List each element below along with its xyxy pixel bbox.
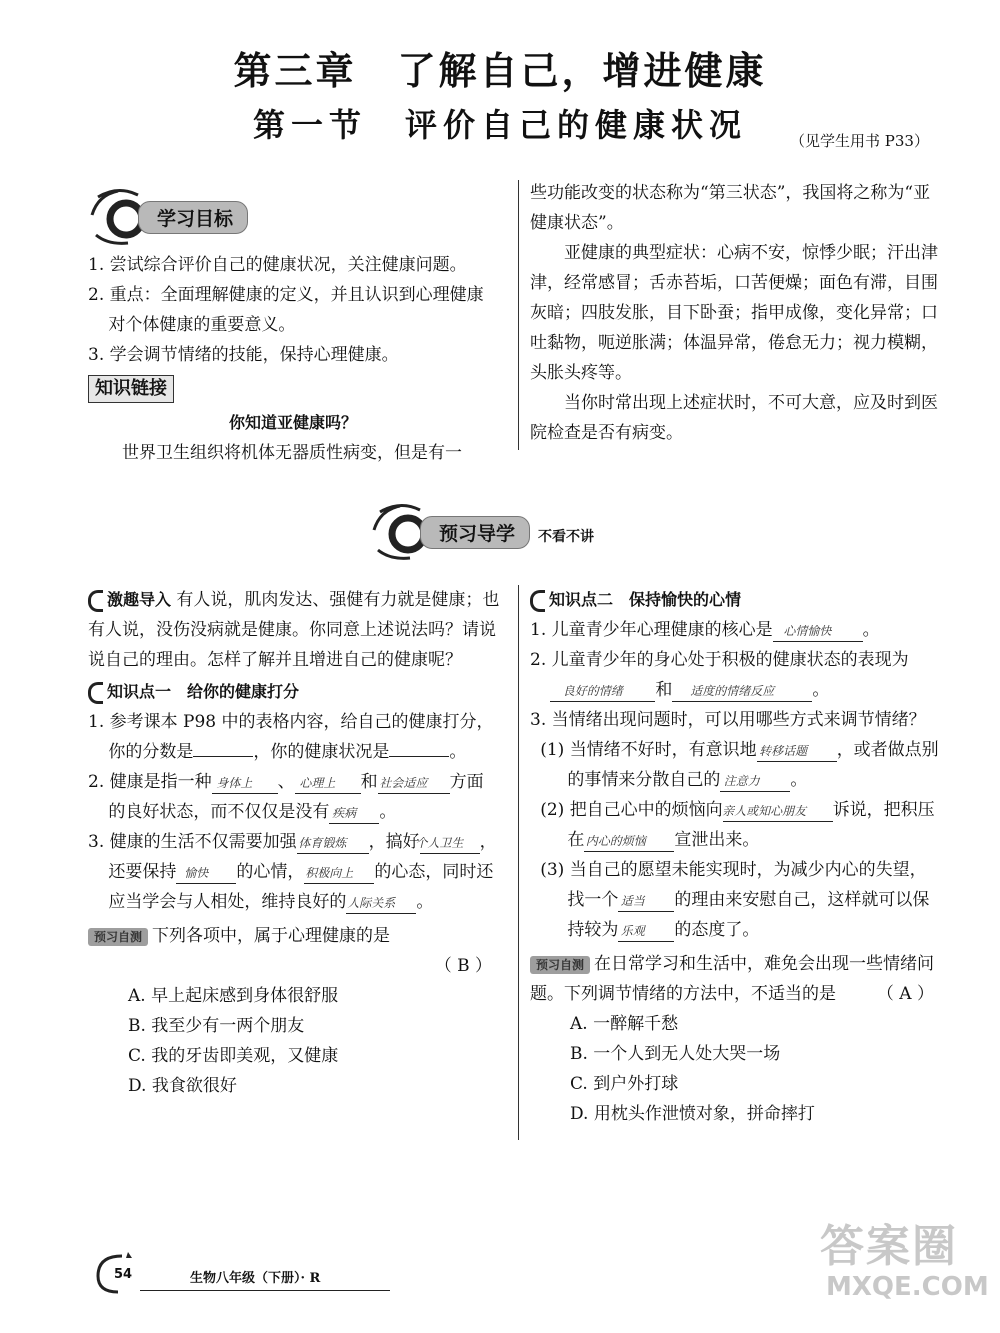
answer-blank[interactable]: 心理上 [295,773,361,794]
practice-answer-left: （ B ） [434,956,492,976]
objectives-banner [88,185,248,249]
answer-blank[interactable] [193,756,253,757]
objective-item: 1. 尝试综合评价自己的健康状况，关注健康问题。 [88,255,467,275]
page-number-badge [92,1250,142,1296]
knowledge-point-one: 知识点一 给你的健康打分 [88,677,500,707]
answer-blank[interactable]: 体育锻炼 [297,833,369,854]
option-item: D. 用枕头作泄愤对象，拼命摔打 [570,1104,815,1124]
watermark-url: MXQE.COM [826,1272,989,1302]
right-question-3-3: (3) 当自己的愿望未能实现时，为减少内心的失望，找一个 适当 的理由来安慰自己，这样就可以保持较为 乐观 的态度了。 [540,860,930,940]
options-right [530,1009,942,1129]
column-divider [518,180,519,450]
preview-banner-sub: 不看不讲 [538,529,595,545]
knowledge-link-continued [530,178,940,448]
knowledge-link-question: 你知道亚健康吗？ [228,413,357,432]
preview-banner-label: 预习导学 [420,516,530,549]
practice-tag: 预习自测 [88,928,148,946]
left-exercises [88,585,500,1101]
answer-blank[interactable]: 疾病 [329,803,379,824]
chapter-title: 第三章 了解自己，增进健康 [233,48,767,93]
answer-blank[interactable]: 注意力 [720,771,790,792]
practice-question-right: 预习自测 在日常学习和生活中，难免会出现一些情绪问题。下列调节情绪的方法中，不适当的是 [530,954,935,1004]
watermark-logo: 答案圈 [820,1221,958,1272]
option-item: B. 一个人到无人处大哭一场 [570,1044,781,1064]
sub-health-advice: 当你时常出现上述症状时，不可大意，应及时到医院检查是否有病变。 [530,393,938,443]
right-question-2: 2. 儿童青少年的身心处于积极的健康状态的表现为良好的情绪 和 适度的情绪反应 。 [530,650,909,700]
right-question-3-2: (2) 把自己心中的烦恼向亲人或知心朋友 诉说，把积压在内心的烦恼 宣泄出来。 [540,800,935,850]
answer-blank[interactable]: 社会适应 [378,773,450,794]
objective-item: 3. 学会调节情绪的技能，保持心理健康。 [88,345,399,365]
answer-blank[interactable] [389,756,449,757]
answer-blank[interactable]: 身体上 [212,773,278,794]
answer-blank[interactable]: 愉快 [176,863,236,884]
intro-text: 有人说，肌肉发达、强健有力就是健康；也有人说，没伤没病就是健康。你同意上述说法吗？请说说自己的理由。怎样了解并且增进自己的健康呢？ [88,590,500,670]
practice-tag: 预习自测 [530,956,590,974]
right-exercises [530,585,942,1129]
right-question-3-1: (1) 当情绪不好时，有意识地 转移话题 ，或者做点别的事情来分散自己的 注意力 。 [540,740,939,790]
answer-blank[interactable]: 个人卫生 [420,833,480,854]
column-divider [518,585,519,1140]
answer-blank[interactable]: 人际关系 [346,893,416,914]
option-item: D. 我食欲很好 [128,1076,237,1096]
preview-banner [370,500,594,564]
objectives-banner-label: 学习目标 [138,201,248,234]
footer-rule [140,1290,390,1291]
knowledge-link-paragraph-start: 世界卫生组织将机体无器质性病变，但是有一 [122,443,462,463]
practice-question-left: 预习自测 下列各项中，属于心理健康的是 [88,921,500,951]
right-question-3: 3. 当情绪出现问题时，可以用哪些方式来调节情绪？ [530,710,926,730]
knowledge-link-label: 知识链接 [88,375,174,403]
answer-blank[interactable]: 积极向上 [304,863,374,884]
question-2: 2. 健康是指一种 身体上 、 心理上 和 社会适应 方面的良好状态，而不仅仅是没有 疾病 。 [88,772,484,822]
option-item: A. 早上起床感到身体很舒服 [128,986,339,1006]
answer-blank[interactable]: 良好的情绪 [550,681,655,702]
page-number: 54 [114,1267,133,1282]
practice-answer-right: （ A ） [876,984,934,1004]
book-title: 生物八年级（下册）· R [190,1271,321,1286]
question-3: 3. 健康的生活不仅需要加强 体育锻炼 ，搞好个人卫生 ，还要保持 愉快 的心情，积极向上 的心态，同时还应当学会与人相处，维持良好的人际关系 。 [88,832,497,912]
crescent-icon [88,682,103,704]
options-left [88,981,500,1101]
option-item: C. 我的牙齿即美观，又健康 [128,1046,339,1066]
answer-blank[interactable]: 适度的情绪反应 [672,681,812,702]
reference-note: （见学生用书 P33） [790,132,929,150]
objectives-list [88,250,498,468]
answer-blank[interactable]: 乐观 [618,921,674,942]
section-title: 第一节 评价自己的健康状况 [252,106,747,144]
knowledge-point-two: 知识点二 保持愉快的心情 [530,585,942,615]
answer-blank[interactable]: 心情愉快 [773,621,863,642]
option-item: A. 一醉解千愁 [570,1014,679,1034]
answer-blank[interactable]: 亲人或知心朋友 [723,801,833,822]
right-question-1: 1. 儿童青少年心理健康的核心是 心情愉快 。 [530,620,880,640]
intro-label: 激趣导入 [88,590,171,609]
objective-item: 2. 重点：全面理解健康的定义，并且认识到心理健康对个体健康的重要意义。 [88,285,484,335]
answer-blank[interactable]: 内心的烦恼 [584,831,674,852]
option-item: C. 到户外打球 [570,1074,679,1094]
question-1: 1. 参考课本 P98 中的表格内容，给自己的健康打分，你的分数是 ，你的健康状况是 。 [88,712,494,762]
answer-blank[interactable]: 转移话题 [757,741,837,762]
knowledge-link-paragraph-continued: 些功能改变的状态称为“第三状态”，我国将之称为“亚健康状态”。 [530,183,931,233]
crescent-icon [530,590,545,612]
answer-blank[interactable]: 适当 [618,891,674,912]
option-item: B. 我至少有一两个朋友 [128,1016,305,1036]
intro-paragraph [88,585,500,675]
sub-health-symptoms: 亚健康的典型症状：心病不安，惊悸少眠；汗出津津，经常感冒；舌赤苔垢，口苦便燥；面色有滞，目围灰暗；四肢发胀，目下卧蚕；指甲成像，变化异常；口吐黏物，呃逆胀满；体温异常，倦怠无力；视力模糊，头胀头疼等。 [530,243,938,383]
crescent-icon [88,590,103,612]
